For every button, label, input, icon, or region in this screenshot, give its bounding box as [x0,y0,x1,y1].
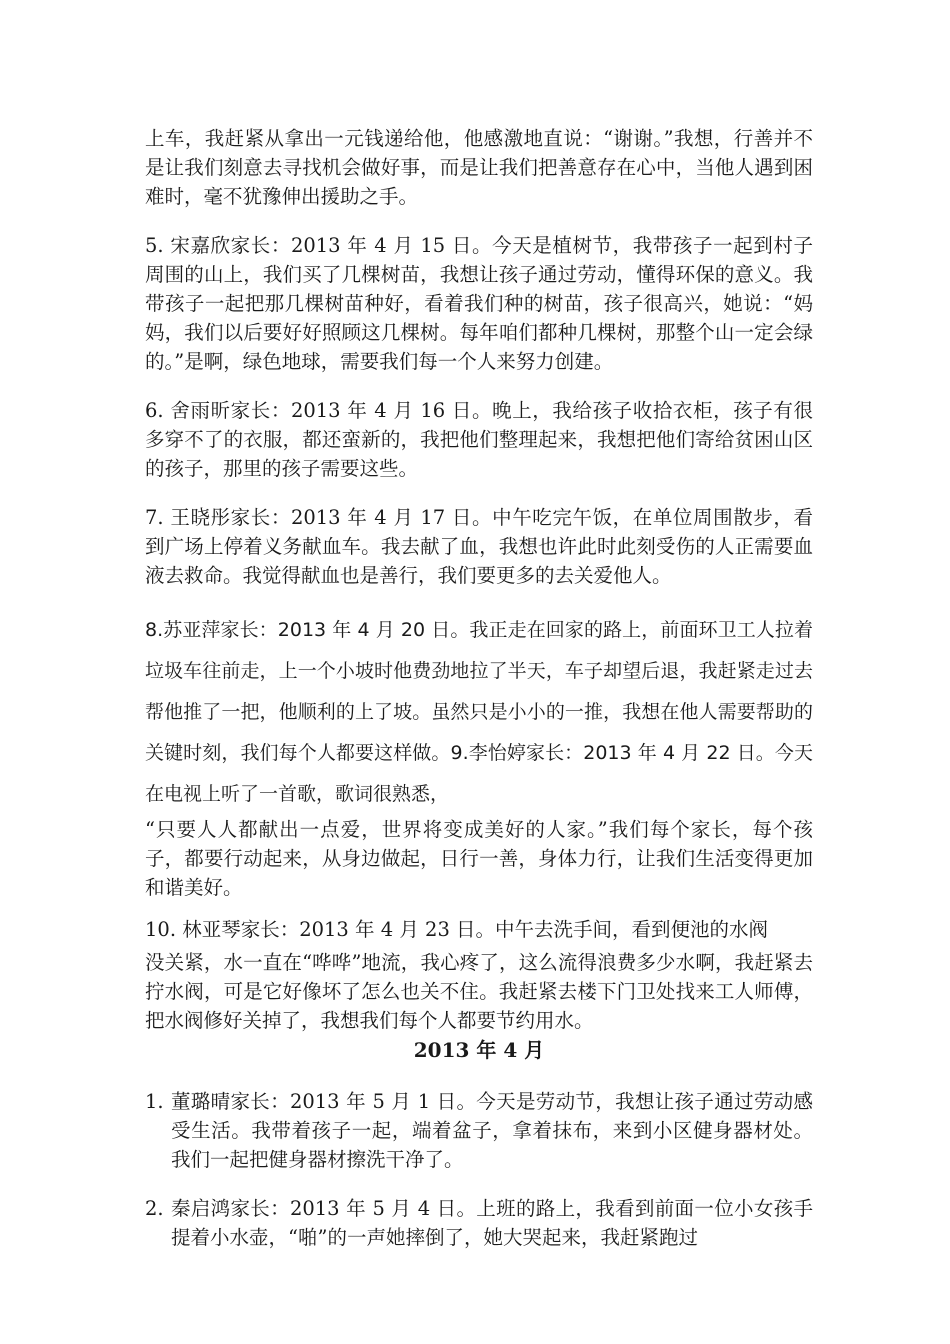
document-page [145,124,813,1272]
paragraph-continuation: 上车，我赶紧从拿出一元钱递给他，他感激地直说：“谢谢。”我想，行善并不是让我们刻意去寻找机会做好事，而是让我们把善意存在心中，当他人遇到困难时，毫不犹豫伸出援助之手。 [145,127,813,208]
list-number: 1. [145,1090,164,1113]
entry-7: 7. 王晓彤家长：2013 年 4 月 17 日。中午吃完午饭，在单位周围散步，看到广场上停着义务献血车。我去献了血，我想也许此时此刻受伤的人正需要血液去救命。我觉得献血也是善行，我们要更多的去关爱他人。 [145,506,813,587]
entry-10: 没关紧，水一直在“哗哗”地流，我心疼了，这么流得浪费多少水啊，我赶紧去拧水阀，可是它好像坏了怎么也关不住。我赶紧去楼下门卫处找来工人师傅，把水阀修好关掉了，我想我们每个人都要节约用水。 [145,951,813,1032]
list-item [145,1087,813,1174]
entry-10-first-line: 10. 林亚琴家长：2013 年 4 月 23 日。中午去洗手间，看到便池的水阀 [145,918,769,941]
list-item [145,1194,813,1252]
list-text: 董璐晴家长：2013 年 5 月 1 日。今天是劳动节，我想让孩子通过劳动感受生活。我带着孩子一起，端着盆子，拿着抹布，来到小区健身器材处。我们一起把健身器材擦洗干净了。 [171,1090,813,1171]
list-number: 2. [145,1197,164,1220]
entry-6: 6. 舍雨昕家长：2013 年 4 月 16 日。晚上，我给孩子收拾衣柜，孩子有很多穿不了的衣服，都还蛮新的，我把他们整理起来，我想把他们寄给贫困山区的孩子，那里的孩子需要这些。 [145,399,813,480]
section-heading: 2013 年 4 月 [413,1038,545,1062]
entry-9-continued: “只要人人都献出一点爱，世界将变成美好的人家。”我们每个家长，每个孩子，都要行动起来，从身边做起，日行一善，身体力行，让我们生活变得更加和谐美好。 [145,818,813,899]
entry-8-9: 8.苏亚萍家长：2013 年 4 月 20 日。我正走在回家的路上，前面环卫工人拉着垃圾车往前走，上一个小坡时他费劲地拉了半天，车子却望后退，我赶紧走过去帮他推了一把，他顺利的上了坡。虽然只是小小的一推，我想在他人需要帮助的关键时刻，我们每个人都要这样做。9.李怡婷家长：2013 年 4 月 22 日。今天在电视上听了一首歌，歌词很熟悉， [145,619,813,805]
entry-5: 5. 宋嘉欣家长：2013 年 4 月 15 日。今天是植树节，我带孩子一起到村子周围的山上，我们买了几棵树苗，我想让孩子通过劳动，懂得环保的意义。我带孩子一起把那几棵树苗种好，看着我们种的树苗，孩子很高兴，她说：“妈妈，我们以后要好好照顾这几棵树。每年咱们都种几棵树，那整个山一定会绿的。”是啊，绿色地球，需要我们每一个人来努力创建。 [145,234,813,373]
list-text: 秦启鸿家长：2013 年 5 月 4 日。上班的路上，我看到前面一位小女孩手提着小水壶，“啪”的一声她摔倒了，她大哭起来，我赶紧跑过 [171,1197,813,1249]
